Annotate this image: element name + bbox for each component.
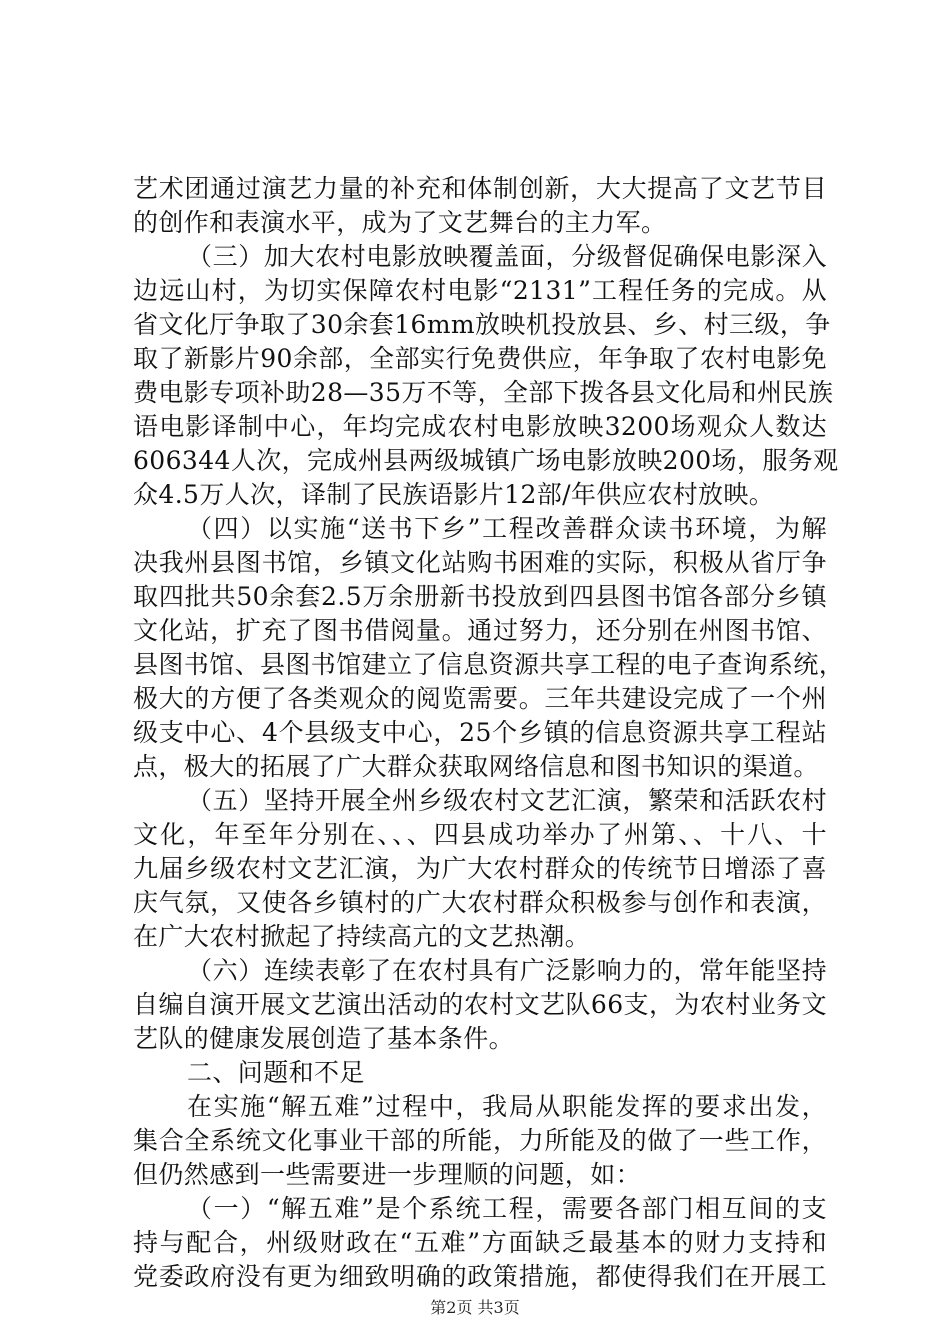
paragraph — [133, 172, 827, 240]
text-line: 取了新影片90余部，全部实行免费供应，年争取了农村电影免 — [133, 344, 827, 373]
text-line: 党委政府没有更为细致明确的政策措施，都使得我们在开展工 — [133, 1262, 827, 1291]
text-line: 自编自演开展文艺演出活动的农村文艺队66支，为农村业务文 — [133, 990, 827, 1019]
text-line: （五）坚持开展全州乡级农村文艺汇演，繁荣和活跃农村 — [187, 786, 827, 815]
text-line: 边远山村，为切实保障农村电影“2131”工程任务的完成。从 — [133, 276, 827, 305]
text-line: 606344人次，完成州县两级城镇广场电影放映200场，服务观 — [133, 446, 839, 475]
text-line: 但仍然感到一些需要进一步理顺的问题，如： — [133, 1160, 642, 1189]
text-line: （六）连续表彰了在农村具有广泛影响力的，常年能坚持 — [187, 956, 827, 985]
text-line: 级支中心、4个县级支中心，25个乡镇的信息资源共享工程站 — [133, 718, 827, 747]
text-line: 文化站，扩充了图书借阅量。通过努力，还分别在州图书馆、 — [133, 616, 827, 645]
paragraph — [133, 240, 839, 512]
text-line: 取四批共50余套2.5万余册新书投放到四县图书馆各部分乡镇 — [133, 582, 827, 611]
paragraph — [133, 784, 827, 954]
text-line: 九届乡级农村文艺汇演，为广大农村群众的传统节日增添了喜 — [133, 854, 827, 883]
text-line: 语电影译制中心，年均完成农村电影放映3200场观众人数达 — [133, 412, 827, 441]
page-footer: 第2页 共3页 — [430, 1298, 520, 1317]
text-line: 持与配合，州级财政在“五难”方面缺乏最基本的财力支持和 — [133, 1228, 827, 1257]
text-line: 艺队的健康发展创造了基本条件。 — [133, 1024, 515, 1053]
text-line: 的创作和表演水平，成为了文艺舞台的主力军。 — [133, 208, 667, 237]
paragraph — [133, 1090, 827, 1192]
paragraph — [133, 1056, 827, 1090]
text-line: 艺术团通过演艺力量的补充和体制创新，大大提高了文艺节目 — [133, 174, 827, 203]
text-line: 庆气氛，又使各乡镇村的广大农村群众积极参与创作和表演， — [133, 888, 827, 917]
text-line: 县图书馆、县图书馆建立了信息资源共享工程的电子查询系统， — [133, 650, 845, 679]
text-line: 极大的方便了各类观众的阅览需要。三年共建设完成了一个州 — [133, 684, 827, 713]
text-line: 在广大农村掀起了持续高亢的文艺热潮。 — [133, 922, 591, 951]
text-line: 二、问题和不足 — [187, 1058, 365, 1087]
paragraph — [133, 1192, 827, 1294]
text-line: 文化，年至年分别在、、、四县成功举办了州第、、十八、十 — [133, 820, 827, 849]
text-line: （四）以实施“送书下乡”工程改善群众读书环境，为解 — [187, 514, 827, 543]
document-body — [133, 172, 845, 1294]
text-line: 决我州县图书馆，乡镇文化站购书困难的实际，积极从省厅争 — [133, 548, 827, 577]
paragraph — [133, 954, 827, 1056]
text-line: （一）“解五难”是个系统工程，需要各部门相互间的支 — [187, 1194, 827, 1223]
text-line: 省文化厅争取了30余套16mm放映机投放县、乡、村三级，争 — [133, 310, 831, 339]
text-line: （三）加大农村电影放映覆盖面，分级督促确保电影深入 — [187, 242, 827, 271]
text-line: 集合全系统文化事业干部的所能，力所能及的做了一些工作， — [133, 1126, 827, 1155]
text-line: 点，极大的拓展了广大群众获取网络信息和图书知识的渠道。 — [133, 752, 819, 781]
text-line: 众4.5万人次，译制了民族语影片12部/年供应农村放映。 — [133, 480, 775, 509]
paragraph — [133, 512, 845, 784]
text-line: 在实施“解五难”过程中，我局从职能发挥的要求出发， — [187, 1092, 827, 1121]
text-line: 费电影专项补助28—35万不等，全部下拨各县文化局和州民族 — [133, 378, 834, 407]
